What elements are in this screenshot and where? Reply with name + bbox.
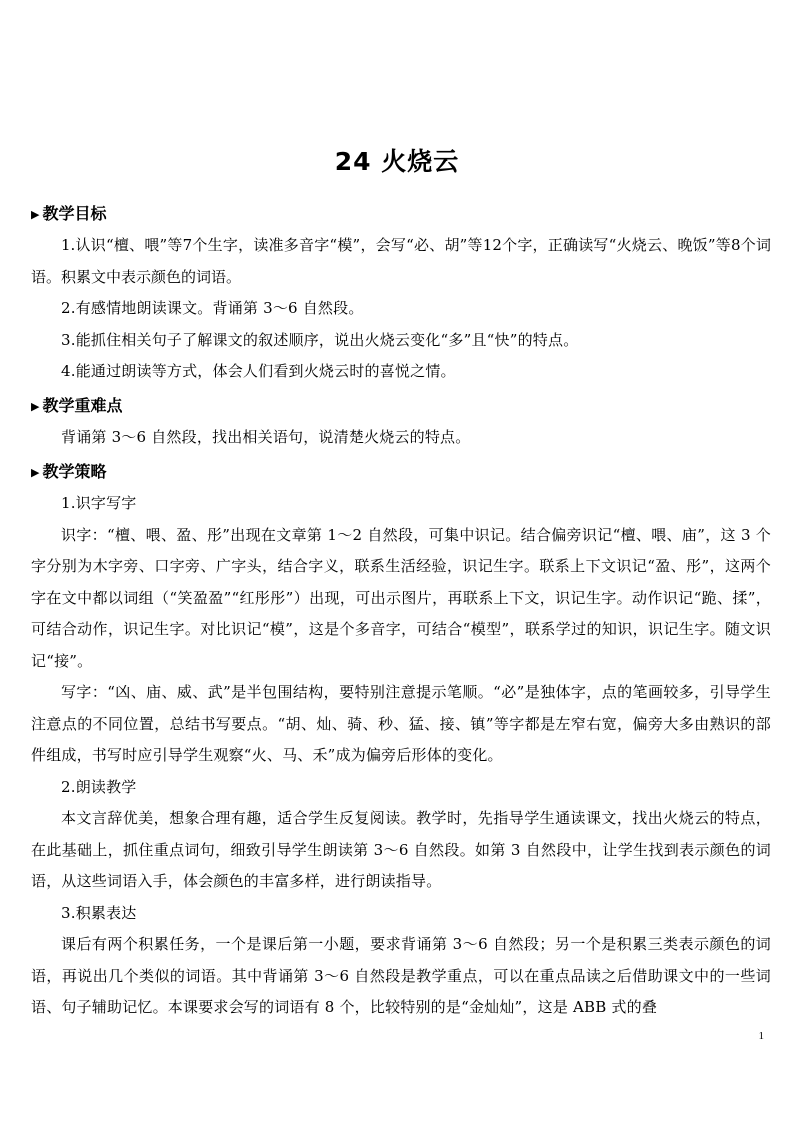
lesson-title: 24 火烧云 (334, 147, 460, 176)
section-heading (31, 390, 771, 422)
section-teaching-goals (31, 198, 771, 388)
paragraph: 课后有两个积累任务，一个是课后第一小题，要求背诵第 3～6 自然段；另一个是积累三类表示颜色的词语，再说出几个类似的词语。其中背诵第 3～6 自然段是教学重点，可以在重点品读之后借助课文中的一些词语、句子辅助记忆。本课要求会写的词语有 8 个，比较特别的是“金灿灿”，这是 ABB 式的叠 (31, 935, 771, 1016)
section-heading (31, 456, 771, 488)
paragraph: 识字：“檀、喂、盈、彤”出现在文章第 1～2 自然段，可集中识记。结合偏旁识记“檀、喂、庙”，这 3 个字分别为木字旁、口字旁、广字头，结合字义，联系生活经验，识记生字。联系上下文识记“盈、彤”，这两个字在文中都以词组（“笑盈盈”“红彤彤”）出现，可出示图片，再联系上下文，识记生字。动作识记“跪、揉”，可结合动作，识记生字。对比识记“模”，这是个多音字，可结合“模型”，联系学过的知识，识记生字。随文识记“接”。 (31, 525, 771, 670)
heading-text: 教学策略 (42, 462, 107, 481)
goal-item: 2.有感情地朗读课文。背诵第 3～6 自然段。 (61, 299, 364, 317)
goal-item: 4.能通过朗读等方式，体会人们看到火烧云时的喜悦之情。 (61, 362, 456, 380)
goal-item: 3.能抓住相关句子了解课文的叙述顺序，说出火烧云变化“多”且“快”的特点。 (61, 330, 579, 349)
triangle-bullet-icon: ▶ (31, 208, 40, 221)
subsection-title: 2.朗读教学 (61, 777, 137, 796)
paragraph: 写字：“凶、庙、威、武”是半包围结构，要特别注意提示笔顺。“必”是独体字，点的笔画较多，引导学生注意点的不同位置，总结书写要点。“胡、灿、骑、秒、猛、接、镇”等字都是左窄右宽，偏旁大多由熟识的部件组成，书写时应引导学生观察“火、马、禾”成为偏旁后形体的变化。 (31, 683, 771, 764)
subsection-title: 1.识字写字 (61, 494, 137, 512)
key-points-text: 背诵第 3～6 自然段，找出相关语句，说清楚火烧云的特点。 (61, 428, 471, 446)
section-heading (31, 198, 771, 230)
triangle-bullet-icon: ▶ (31, 466, 40, 479)
heading-text: 教学目标 (42, 204, 107, 223)
section-teaching-strategy (31, 456, 771, 1024)
page-number: 1 (758, 1030, 764, 1042)
paragraph: 本文言辞优美，想象合理有趣，适合学生反复阅读。教学时，先指导学生通读课文，找出火烧云的特点，在此基础上，抓住重点词句，细致引导学生朗读第 3～6 自然段。如第 3 自然段中，让学生找到表示颜色的词语，从这些词语入手，体会颜色的丰富多样，进行朗读指导。 (31, 809, 771, 890)
goal-item: 1.认识“檀、喂”等7个生字，读准多音字“模”，会写“必、胡”等12个字，正确读写“火烧云、晚饭”等8个词语。积累文中表示颜色的词语。 (31, 236, 771, 286)
heading-text: 教学重难点 (42, 396, 123, 415)
section-key-points (31, 390, 771, 454)
subsection-title: 3.积累表达 (61, 903, 137, 922)
triangle-bullet-icon: ▶ (31, 400, 40, 413)
